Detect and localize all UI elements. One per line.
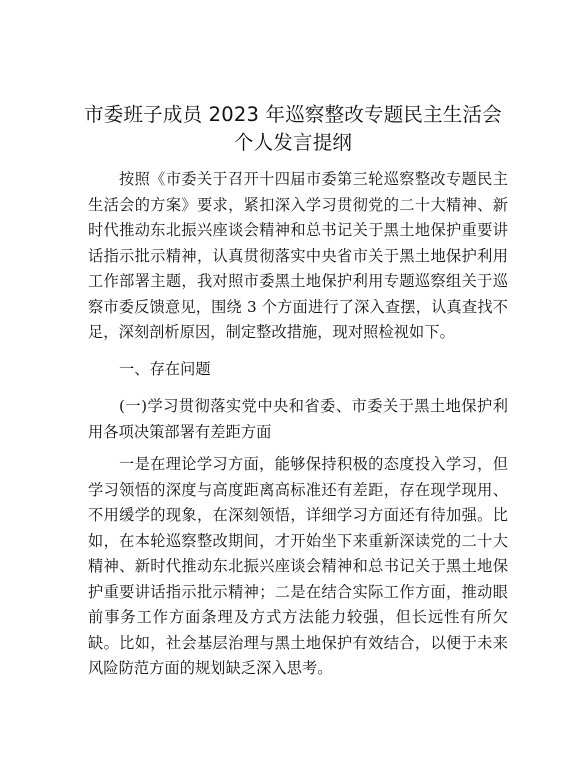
section-1-heading: 一、存在问题	[119, 360, 211, 378]
intro-paragraph-block	[88, 167, 508, 346]
subsection-heading-block	[88, 394, 508, 445]
section-heading-block	[88, 357, 508, 383]
problem-paragraph: 一是在理论学习方面，能够保持积极的态度投入学习，但学习领悟的深度与高度距离高标准还有差距，存在现学现用、不用缓学的现象，在深刻领悟，详细学习方面还有待加强。比如，在本轮巡察整改期间，才开始坐下来重新深读党的二十大精神、新时代推动东北振兴座谈会精神和总书记关于黑土地保护重要讲话指示批示精神；二是在结合实际工作方面，推动眼前事务工作方面条理及方式方法能力较强，但长远性有所欠缺。比如，社会基层治理与黑土地保护有效结合，以便于未来风险防范方面的规划缺乏深入思考。	[88, 455, 508, 677]
document-title-line-1: 市委班子成员 2023 年巡察整改专题民主生活会	[84, 103, 502, 126]
document-title-line-2: 个人发言提纲	[233, 131, 353, 154]
subsection-1-heading: (一)学习贯彻落实党中央和省委、市委关于黑土地保护利用各项决策部署有差距方面	[88, 397, 508, 441]
intro-paragraph: 按照《市委关于召开十四届市委第三轮巡察整改专题民主生活会的方案》要求，紧扣深入学习贯彻党的二十大精神、新时代推动东北振兴座谈会精神和总书记关于黑土地保护重要讲话指示批示精神，认真贯彻落实中央省市关于黑土地保护利用工作部署主题，我对照市委黑土地保护利用专题巡察组关于巡察市委反馈意见，围绕 3 个方面进行了深入查摆，认真查找不足，深刻剖析原因，制定整改措施，现对照检视如下。	[88, 170, 508, 341]
problem-paragraph-block	[88, 452, 508, 682]
